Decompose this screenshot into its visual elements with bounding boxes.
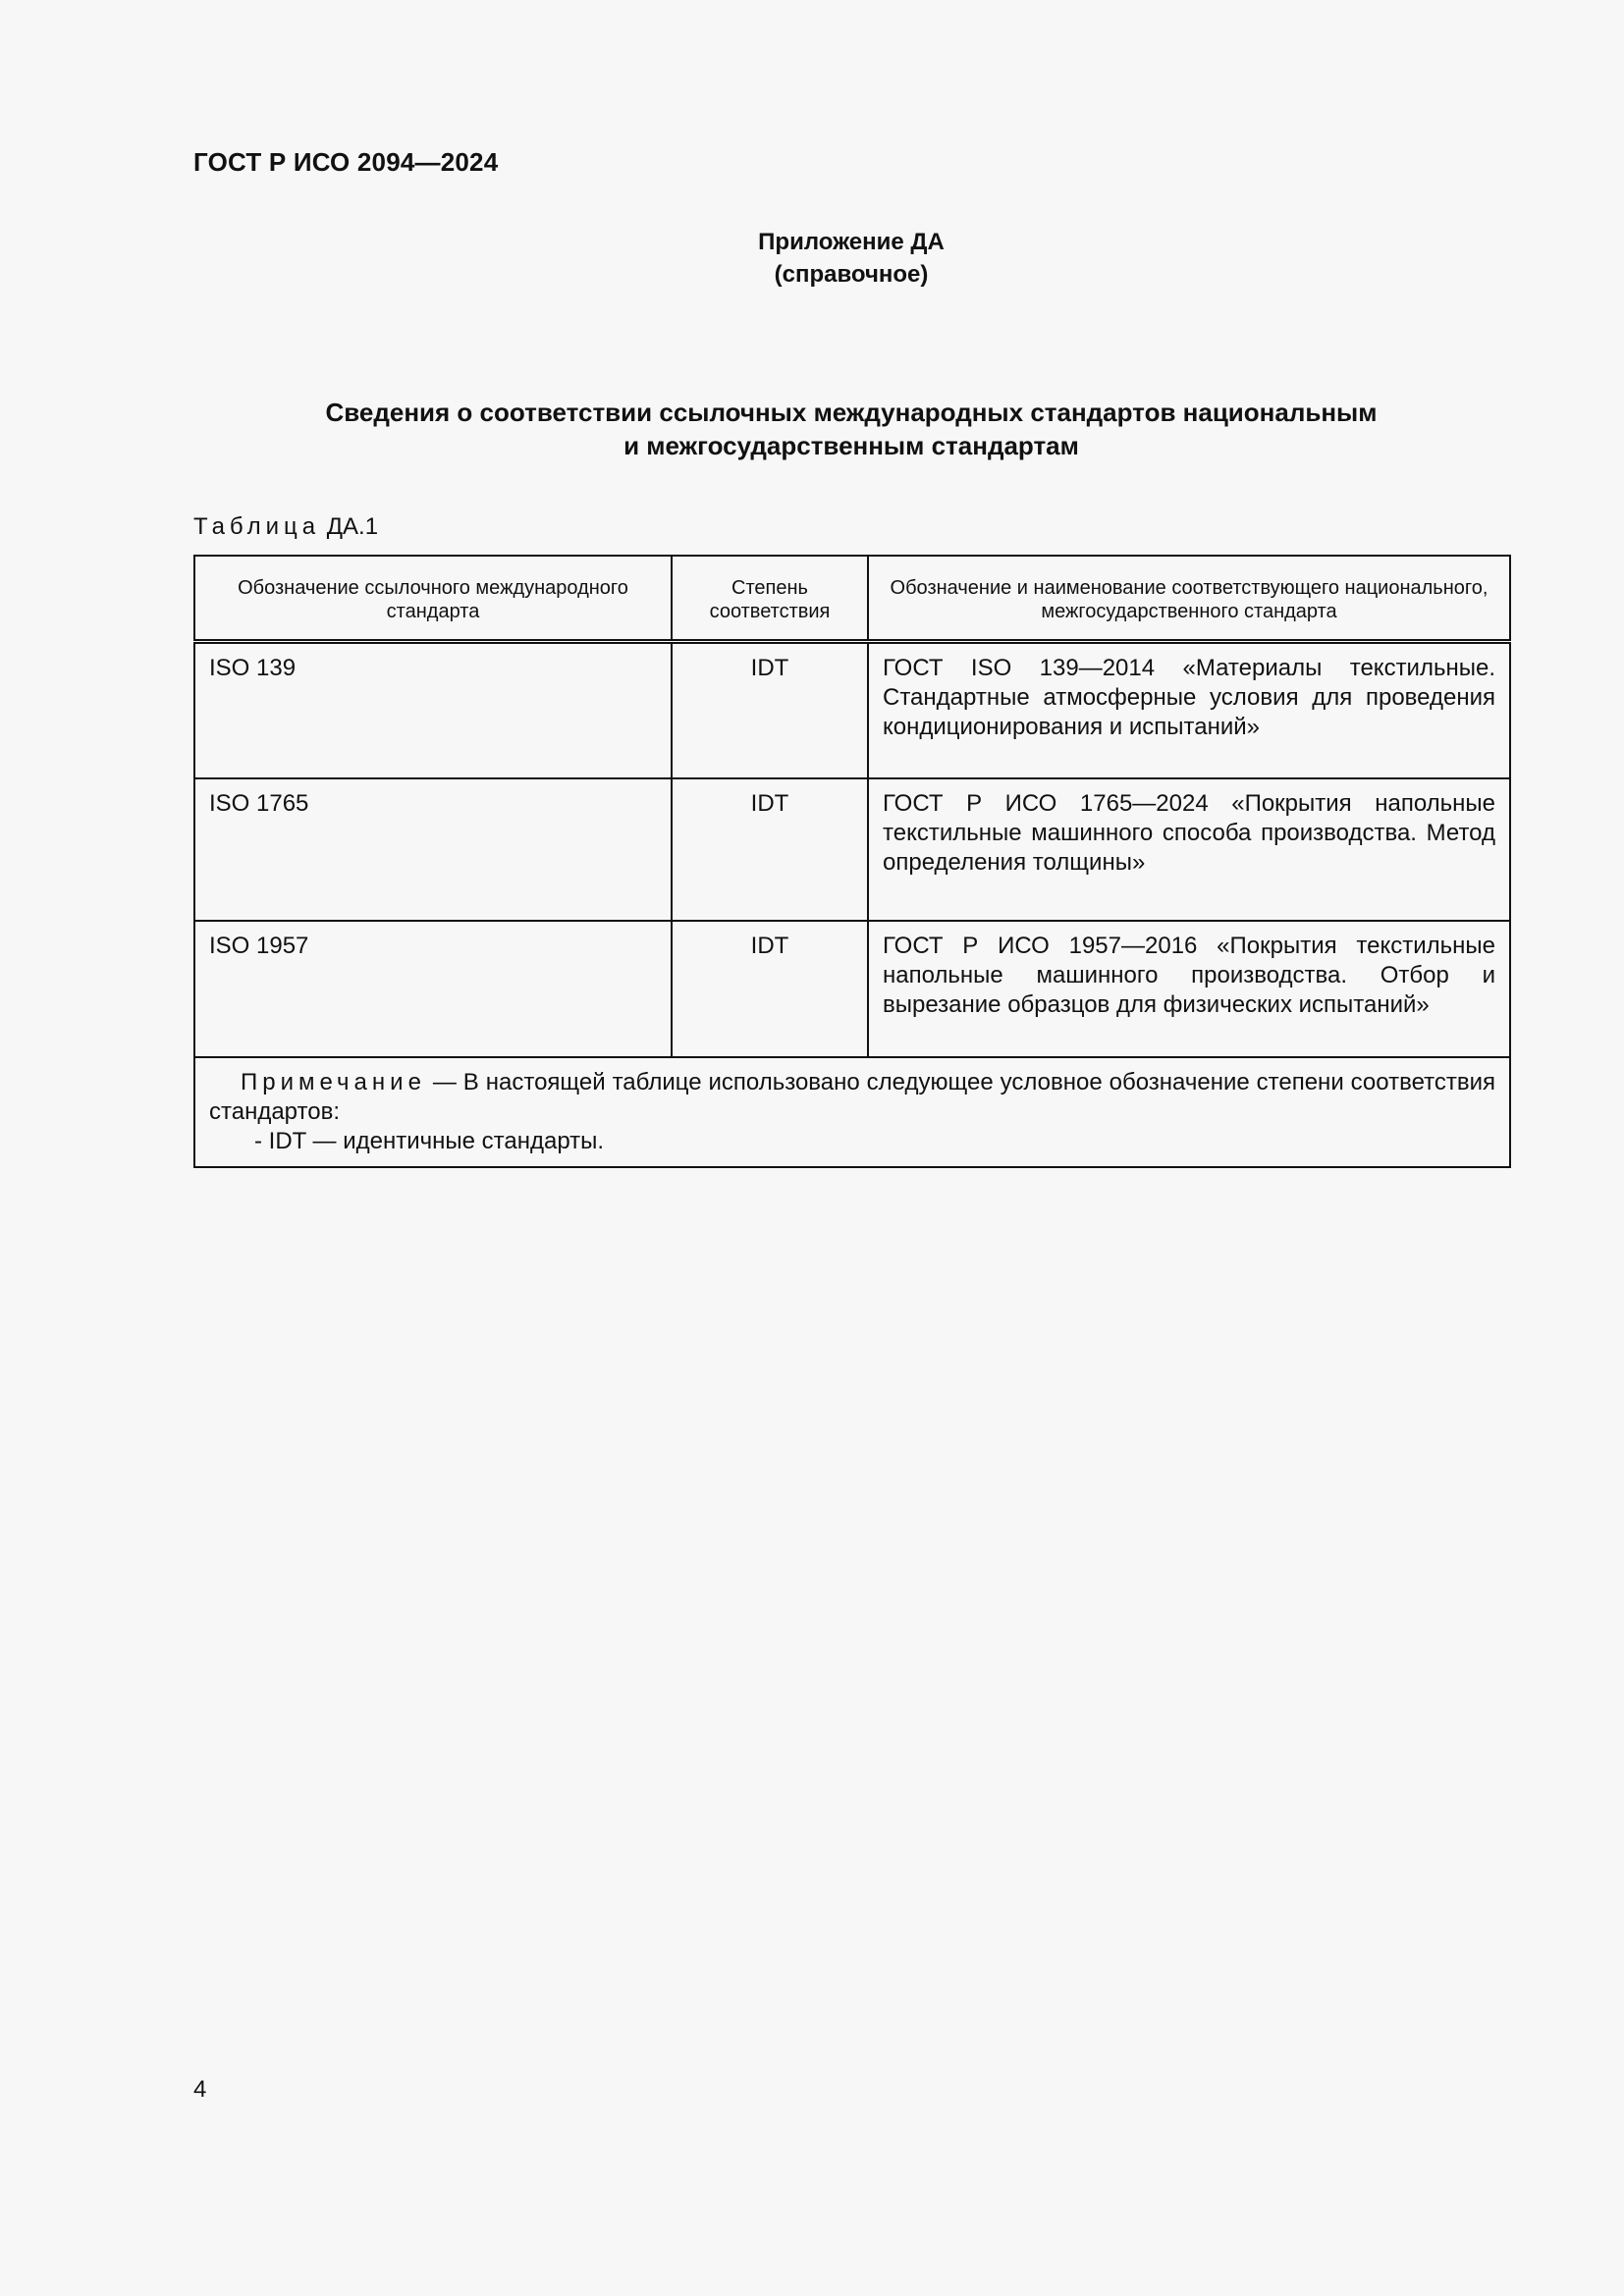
appendix-title: Приложение ДА bbox=[758, 229, 945, 255]
table-row bbox=[194, 778, 1510, 921]
table-note-row bbox=[194, 1057, 1510, 1167]
table-row bbox=[194, 921, 1510, 1057]
section-title-line-2: и межгосударственным стандартам bbox=[623, 431, 1079, 460]
table-header-row bbox=[194, 556, 1510, 642]
appendix-heading bbox=[0, 226, 1624, 291]
standards-correspondence-table bbox=[193, 555, 1511, 1168]
section-title bbox=[193, 396, 1509, 462]
section-title-line-1: Сведения о соответствии ссылочных международных стандартов национальным bbox=[325, 398, 1378, 427]
note-label: Примечание bbox=[241, 1068, 426, 1095]
table-note bbox=[194, 1057, 1510, 1167]
table-caption-number: ДА.1 bbox=[326, 513, 379, 540]
cell-international-standard: ISO 139 bbox=[194, 642, 672, 778]
table-caption-word: Таблица bbox=[193, 513, 321, 540]
cell-international-standard: ISO 1765 bbox=[194, 778, 672, 921]
cell-degree: IDT bbox=[672, 642, 868, 778]
note-item: - IDT — идентичные стандарты. bbox=[254, 1127, 605, 1154]
cell-degree: IDT bbox=[672, 921, 868, 1057]
cell-national-standard: ГОСТ ISO 139—2014 «Материалы текстильные. Стандартные атмосферные условия для проведения кондиционирования и испытаний» bbox=[868, 642, 1510, 778]
appendix-type: (справочное) bbox=[774, 261, 929, 288]
cell-national-standard: ГОСТ Р ИСО 1957—2016 «Покрытия текстильные напольные машинного производства. Отбор и вырезание образцов для физических испытаний» bbox=[868, 921, 1510, 1057]
table-row bbox=[194, 642, 1510, 778]
cell-degree: IDT bbox=[672, 778, 868, 921]
note-text: — В настоящей таблице использовано следующее условное обозначение степени соответствия стандартов: bbox=[209, 1068, 1495, 1125]
column-header-degree: Степень соответствия bbox=[672, 556, 868, 642]
column-header-international-standard: Обозначение ссылочного международного стандарта bbox=[194, 556, 672, 642]
document-designation: ГОСТ Р ИСО 2094—2024 bbox=[193, 147, 499, 177]
page-number: 4 bbox=[193, 2076, 207, 2103]
column-header-national-standard: Обозначение и наименование соответствующего национального, межгосударственного стандарта bbox=[868, 556, 1510, 642]
table-caption bbox=[193, 513, 378, 541]
cell-international-standard: ISO 1957 bbox=[194, 921, 672, 1057]
cell-national-standard: ГОСТ Р ИСО 1765—2024 «Покрытия напольные текстильные машинного способа производства. Метод определения толщины» bbox=[868, 778, 1510, 921]
